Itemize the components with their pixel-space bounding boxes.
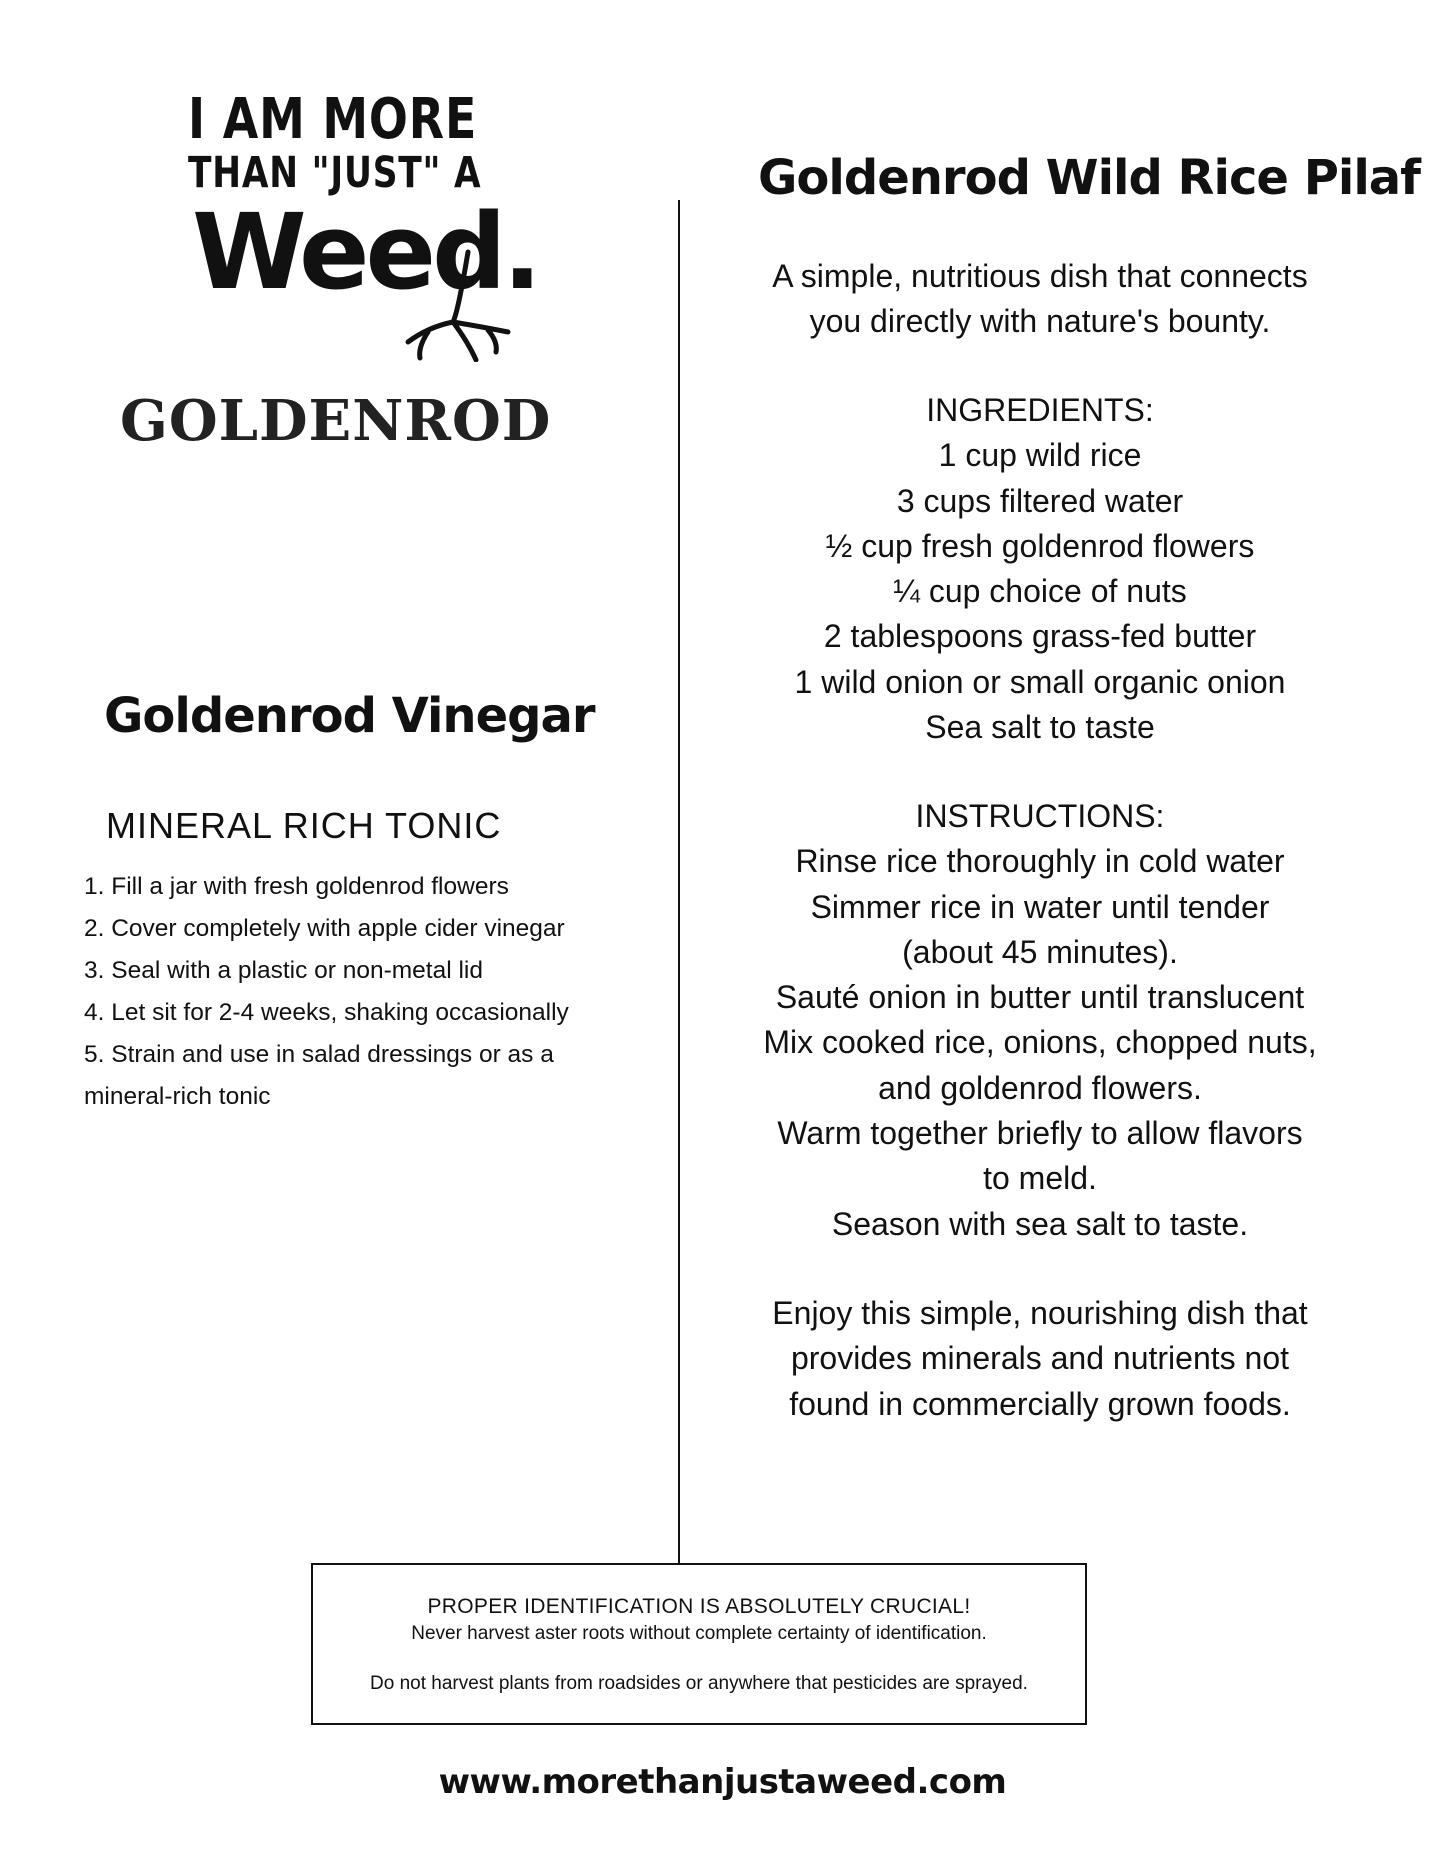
list-item: 1 wild onion or small organic onion <box>794 663 1286 700</box>
list-item: 3 cups filtered water <box>896 482 1184 519</box>
list-item: 1 cup wild rice <box>938 437 1142 474</box>
closing-line: provides minerals and nutrients not <box>790 1340 1290 1377</box>
list-item: 4. Let sit for 2-4 weeks, shaking occasionally <box>84 999 569 1026</box>
instructions-heading: INSTRUCTIONS: <box>915 798 1165 834</box>
ingredients-heading: INGREDIENTS: <box>926 392 1154 428</box>
ingredients-section <box>740 388 1340 750</box>
column-divider <box>678 200 680 1564</box>
closing-section <box>740 1291 1340 1427</box>
logo-word: Weed. <box>192 191 539 313</box>
list-item: Sea salt to taste <box>925 709 1155 746</box>
warning-heading: PROPER IDENTIFICATION IS ABSOLUTELY CRUCIAL! <box>427 1595 971 1618</box>
intro-line: you directly with nature's bounty. <box>809 303 1271 340</box>
list-item: 3. Seal with a plastic or non-metal lid <box>84 957 483 984</box>
list-item: Sauté onion in butter until translucent <box>775 979 1305 1016</box>
logo-line-1: I AM MORE <box>188 87 478 152</box>
list-item: 1. Fill a jar with fresh goldenrod flowers <box>84 873 509 900</box>
list-item: mineral-rich tonic <box>84 1083 271 1110</box>
closing-line: found in commercially grown foods. <box>789 1385 1291 1422</box>
list-item: Mix cooked rice, onions, chopped nuts, <box>763 1024 1317 1061</box>
warning-line-1: Never harvest aster roots without complete certainty of identification. <box>411 1623 987 1644</box>
intro-line: A simple, nutritious dish that connects <box>772 258 1308 294</box>
list-item: ¼ cup choice of nuts <box>893 573 1187 610</box>
list-item: Rinse rice thoroughly in cold water <box>795 843 1285 880</box>
list-item: (about 45 minutes). <box>902 933 1178 970</box>
list-item: 2 tablespoons grass-fed butter <box>823 618 1257 655</box>
pilaf-title: Goldenrod Wild Rice Pilaf <box>758 150 1421 206</box>
vinegar-title: Goldenrod Vinegar <box>104 688 595 744</box>
list-item: ½ cup fresh goldenrod flowers <box>825 527 1255 564</box>
brand-logo <box>188 87 539 362</box>
list-item: Season with sea salt to taste. <box>831 1205 1249 1242</box>
vinegar-steps <box>84 866 604 1118</box>
closing-line: Enjoy this simple, nourishing dish that <box>772 1295 1308 1331</box>
plant-name: GOLDENROD <box>120 388 552 454</box>
pilaf-intro <box>740 254 1340 345</box>
list-item: Simmer rice in water until tender <box>810 888 1270 925</box>
list-item: to meld. <box>983 1160 1097 1197</box>
logo-line-2: THAN "JUST" A <box>188 148 482 198</box>
list-item: 5. Strain and use in salad dressings or as a <box>84 1041 554 1068</box>
roots-icon <box>358 192 518 362</box>
warning-box <box>311 1563 1087 1725</box>
instructions-section <box>740 794 1340 1247</box>
website-url: www.morethanjustaweed.com <box>438 1762 1007 1802</box>
list-item: Warm together briefly to allow flavors <box>777 1115 1303 1152</box>
warning-line-2: Do not harvest plants from roadsides or anywhere that pesticides are sprayed. <box>370 1673 1028 1694</box>
list-item: and goldenrod flowers. <box>878 1069 1202 1106</box>
list-item: 2. Cover completely with apple cider vinegar <box>84 915 565 942</box>
tonic-heading: MINERAL RICH TONIC <box>106 805 502 846</box>
